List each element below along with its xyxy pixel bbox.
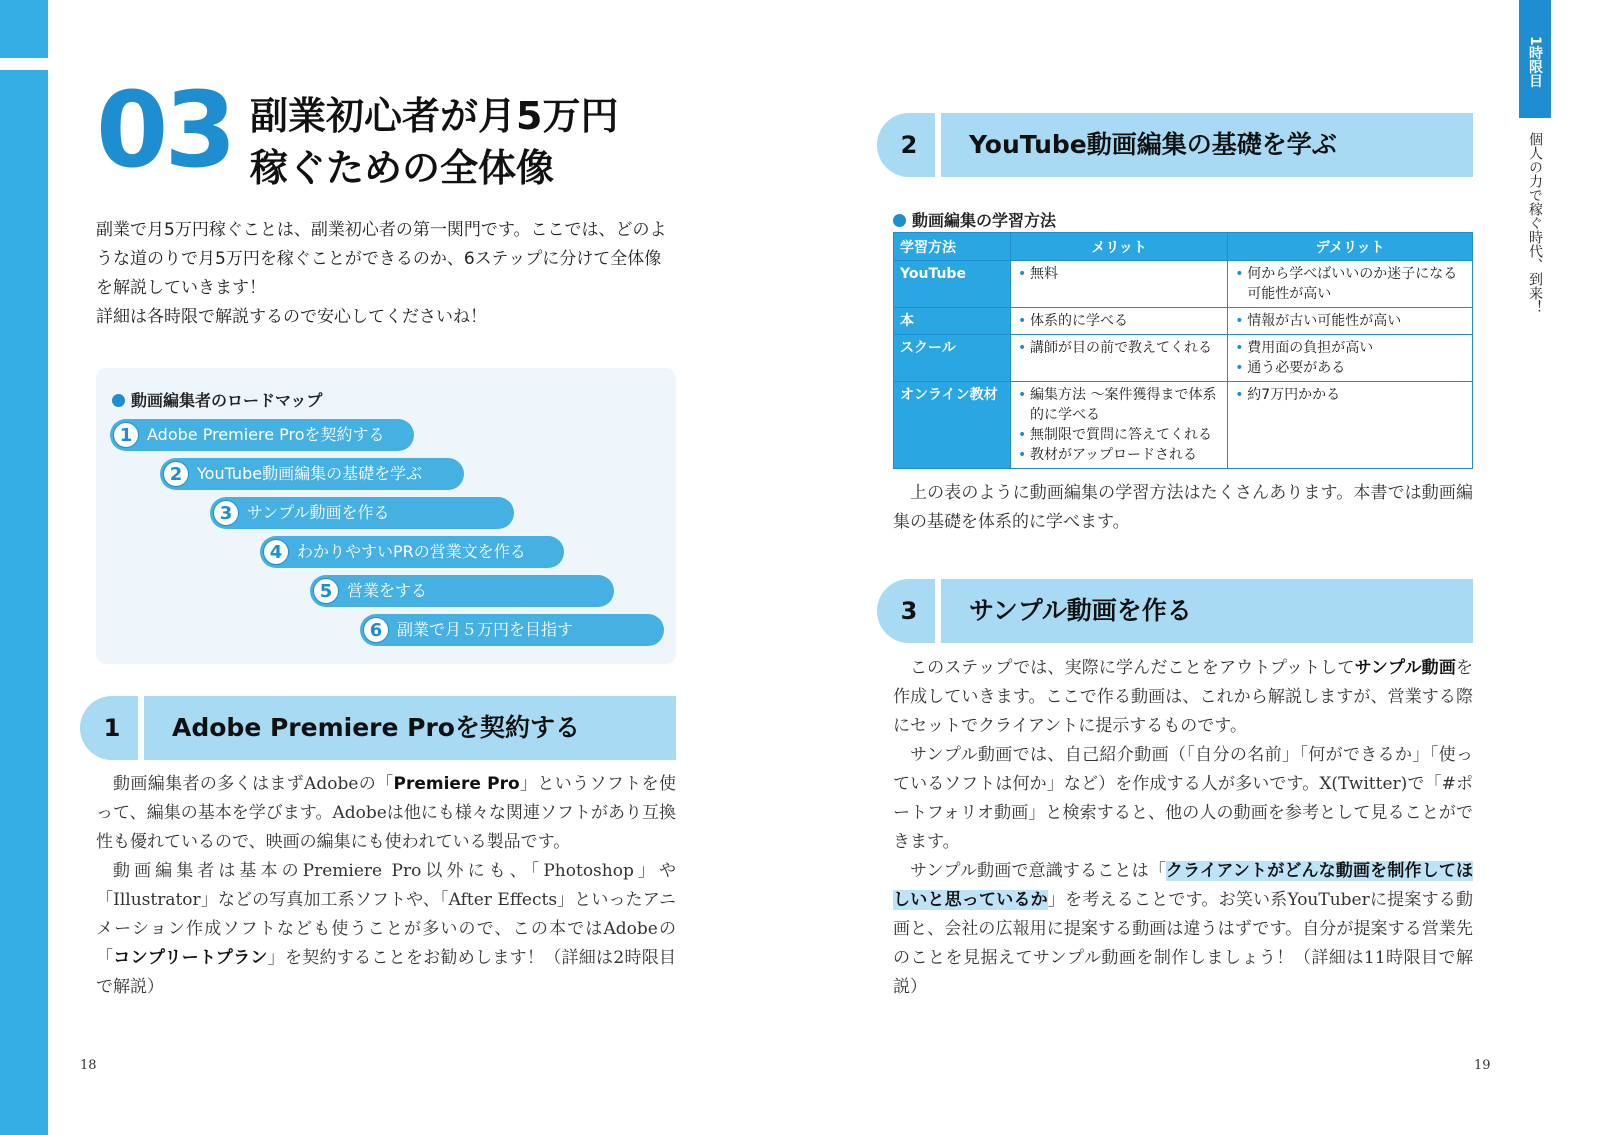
- roadmap-step-2: [160, 458, 464, 490]
- table-cell: • 無料: [1011, 261, 1228, 308]
- learning-methods-table: [893, 232, 1473, 469]
- intro-text: [96, 216, 684, 332]
- row-header: スクール: [894, 335, 1011, 382]
- section-number: 1: [80, 696, 140, 760]
- table-cell: • 講師が目の前で教えてくれる: [1011, 335, 1228, 382]
- spine-bar: [0, 70, 48, 1135]
- running-title: 個人の力で稼ぐ時代、到来！: [1527, 132, 1543, 314]
- table-row: [894, 382, 1473, 469]
- paragraph: 動画編集者は基本のPremiere Pro以外にも、「Photoshop」や「Illustrator」などの写真加工系ソフトや、「After Effects」といったアニメーション作成ソフトなども使うことが多いので、この本ではAdobeの「コンプリートプラン」を契約することをお勧めします！（詳細は2時限目で解説）: [96, 861, 677, 997]
- step-number: 5: [313, 578, 339, 604]
- section-bar: [138, 696, 676, 760]
- chapter-title-line2: 稼ぐための全体像: [250, 146, 555, 190]
- row-header: 本: [894, 308, 1011, 335]
- chapter-title-line1: 副業初心者が月5万円: [250, 94, 619, 138]
- step-text: 営業をする: [347, 581, 428, 600]
- intro-line: 副業で月5万円稼ぐことは、副業初心者の第一関門です。ここでは、どのよ: [96, 220, 667, 240]
- section-number: 2: [877, 113, 937, 177]
- table-label: 動画編集の学習方法: [893, 208, 1056, 231]
- table-cell: • 約7万円かかる: [1228, 382, 1473, 469]
- step-text: わかりやすいPRの営業文を作る: [297, 542, 526, 561]
- section-3-body: [893, 654, 1473, 1002]
- roadmap-step-3: [210, 497, 514, 529]
- roadmap-step-1: [110, 419, 414, 451]
- section-3-banner: [877, 579, 1473, 643]
- section-title: サンプル動画を作る: [969, 596, 1192, 625]
- row-header: YouTube: [894, 261, 1011, 308]
- step-text: Adobe Premiere Proを契約する: [147, 425, 385, 444]
- chapter-number: 03: [96, 69, 233, 191]
- section-2-banner: [877, 113, 1473, 177]
- table-row: [894, 308, 1473, 335]
- paragraph: サンプル動画で意識することは「クライアントがどんな動画を制作してほしいと思っているか」を考えることです。お笑い系YouTuberに提案する動画と、会社の広報用に提案する動画は違うはずです。自分が提案する営業先のことを見据えてサンプル動画を制作しましょう！（詳細は11時限目で解説）: [893, 861, 1473, 997]
- table-header: メリット: [1011, 233, 1228, 261]
- page-number-right: 19: [1474, 1058, 1491, 1073]
- table-cell: • 何から学べばいいのか迷子になる可能性が高い: [1228, 261, 1473, 308]
- roadmap-step-4: [260, 536, 564, 568]
- section-number: 3: [877, 579, 937, 643]
- intro-line: を解説していきます！: [96, 278, 266, 298]
- step-number: 1: [113, 422, 139, 448]
- step-text: YouTube動画編集の基礎を学ぶ: [197, 464, 423, 483]
- table-cell: • 情報が古い可能性が高い: [1228, 308, 1473, 335]
- section-bar: [935, 113, 1473, 177]
- paragraph: 上の表のように動画編集の学習方法はたくさんあります。本書では動画編集の基礎を体系的に学べます。: [893, 483, 1473, 532]
- table-header: デメリット: [1228, 233, 1473, 261]
- paragraph: サンプル動画では、自己紹介動画（「自分の名前」「何ができるか」「使っているソフトは何か」など）を作成する人が多いです。X(Twitter)で「#ポートフォリオ動画」と検索すると、他の人の動画を参考として見ることができます。: [893, 745, 1473, 852]
- roadmap-step-6: [360, 614, 664, 646]
- roadmap-label: 動画編集者のロードマップ: [112, 388, 322, 411]
- table-row: [894, 335, 1473, 382]
- section-bar: [935, 579, 1473, 643]
- table-cell: • 体系的に学べる: [1011, 308, 1228, 335]
- intro-line: うな道のりで月5万円を稼ぐことができるのか、6ステップに分けて全体像: [96, 249, 662, 269]
- section-2-body: [893, 479, 1473, 537]
- bullet-dot-icon: [112, 394, 125, 407]
- row-header: オンライン教材: [894, 382, 1011, 469]
- table-header-row: [894, 233, 1473, 261]
- paragraph: 動画編集者の多くはまずAdobeの「Premiere Pro」というソフトを使って、編集の基本を学びます。Adobeは他にも様々な関連ソフトがあり互換性も優れているので、映画の編集にも使われている製品です。: [96, 774, 676, 852]
- roadmap-step-5: [310, 575, 614, 607]
- step-number: 4: [263, 539, 289, 565]
- section-title: Adobe Premiere Proを契約する: [172, 713, 580, 742]
- chapter-title: [250, 90, 618, 194]
- step-number: 6: [363, 617, 389, 643]
- section-title: YouTube動画編集の基礎を学ぶ: [969, 130, 1337, 159]
- paragraph: このステップでは、実際に学んだことをアウトプットしてサンプル動画を作成していきます。ここで作る動画は、これから解説しますが、営業する際にセットでクライアントに提示するものです。: [893, 658, 1473, 736]
- page-number-left: 18: [80, 1058, 97, 1073]
- table-row: [894, 261, 1473, 308]
- table-cell: • 編集方法 〜案件獲得まで体系的に学べる • 無制限で質問に答えてくれる • 教材がアップロードされる: [1011, 382, 1228, 469]
- bullet-dot-icon: [893, 214, 906, 227]
- chapter-tab-label: 1時限目: [1527, 36, 1543, 88]
- step-text: 副業で月５万円を目指す: [397, 620, 574, 639]
- step-number: 3: [213, 500, 239, 526]
- intro-line: 詳細は各時限で解説するので安心してくださいね！: [96, 307, 487, 327]
- step-text: サンプル動画を作る: [247, 503, 390, 522]
- table-cell: • 費用面の負担が高い • 通う必要がある: [1228, 335, 1473, 382]
- spine-top-bar: [0, 0, 48, 58]
- section-1-body: [96, 770, 676, 1002]
- step-number: 2: [163, 461, 189, 487]
- table-header: 学習方法: [894, 233, 1011, 261]
- roadmap-box: [96, 368, 676, 664]
- section-1-banner: [80, 696, 676, 760]
